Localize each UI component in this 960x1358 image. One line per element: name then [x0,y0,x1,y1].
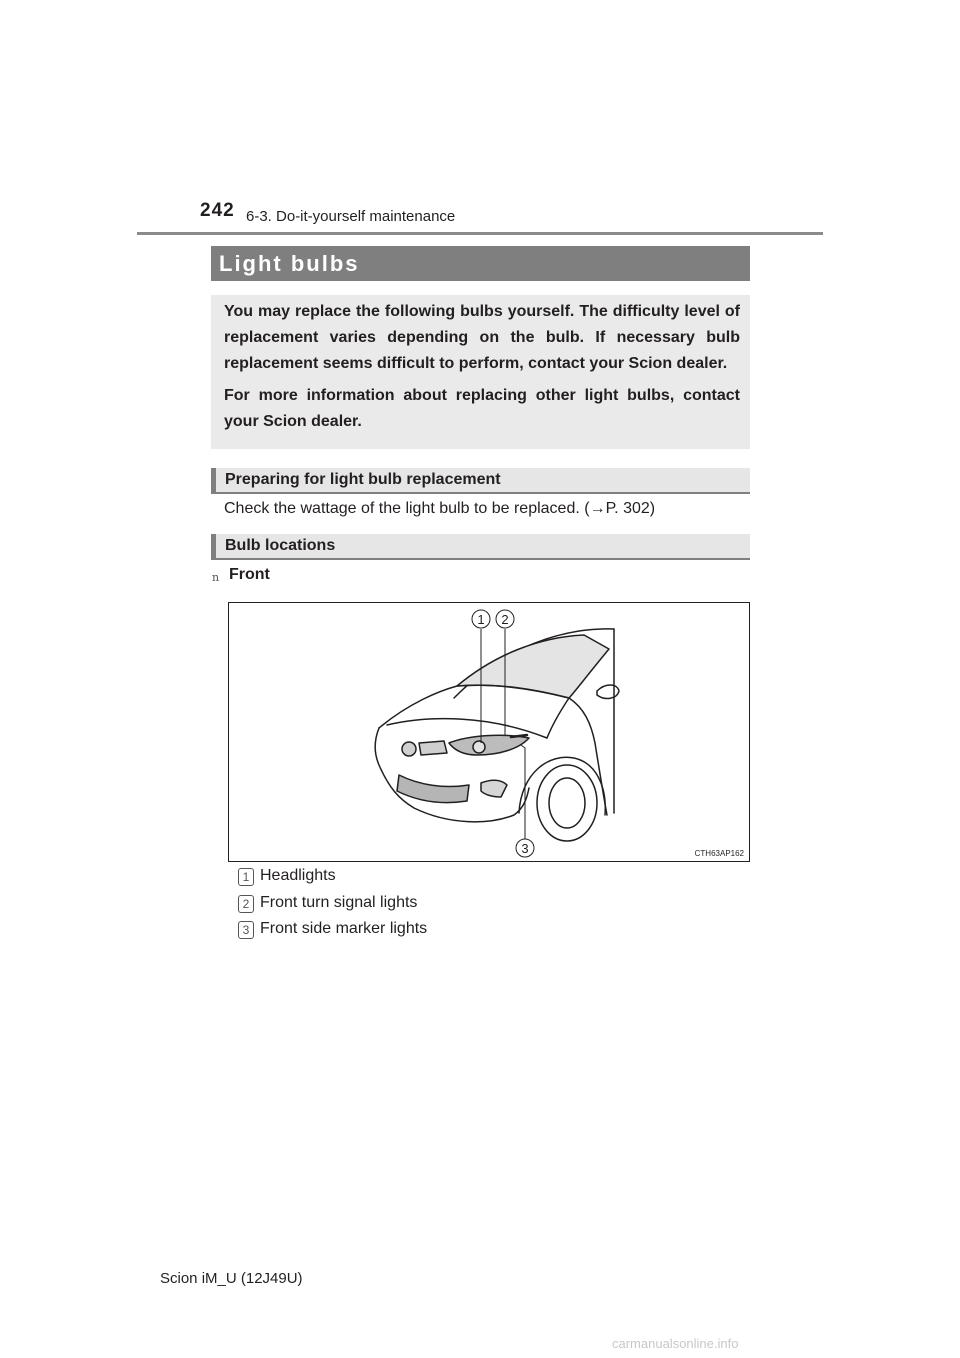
figure-code: CTH63AP162 [694,849,744,858]
preparing-heading-bar [211,468,750,494]
preparing-heading: Preparing for light bulb replacement [225,471,501,488]
section-title: 6-3. Do-it-yourself maintenance [246,208,456,225]
legend-number-1: 1 [238,868,254,886]
side-mirror [597,685,619,698]
hood-line [379,685,569,738]
lower-grille [397,775,469,803]
car-front-illustration [228,602,750,862]
bullet-marker: n [212,571,220,584]
footer-model: Scion iM_U (12J49U) [160,1270,303,1287]
legend-number-2: 2 [238,895,254,913]
legend-number-3: 3 [238,921,254,939]
car-front-drawing [229,603,749,861]
bulb-locations-heading: Bulb locations [225,537,336,554]
watermark: carmanualsonline.info [612,1336,739,1351]
front-wheel [537,765,597,841]
preparing-text: Check the wattage of the light bulb to be replaced. (→P. 302) [224,500,656,517]
legend-label-headlights: Headlights [260,867,336,884]
callout-label-2: 2 [501,612,509,627]
headlight-bulb [473,741,485,753]
windshield [457,635,609,698]
front-subheading: Front [229,566,270,583]
intro-paragraph-1: You may replace the following bulbs yourself. The difficulty level of replacement varies depending on the bulb. If necessary bulb replacement seems difficult to perform, contact your Scion dealer. [224,303,740,372]
page-title: Light bulbs [219,251,360,276]
headlight-assembly [449,735,529,755]
callout-label-3: 3 [521,841,529,856]
legend-label-turn-signal: Front turn signal lights [260,894,418,911]
page-title-bar [211,246,750,281]
fog-light [481,780,507,797]
intro-box [211,295,750,449]
header-divider [137,232,823,235]
callout-label-1: 1 [477,612,485,627]
bulb-locations-heading-bar [211,534,750,560]
upper-grille [419,741,447,755]
page-number: 242 [200,200,235,221]
intro-paragraph-2: For more information about replacing other light bulbs, contact your Scion dealer. [224,387,740,430]
emblem [402,742,416,756]
legend-label-side-marker: Front side marker lights [260,920,428,937]
